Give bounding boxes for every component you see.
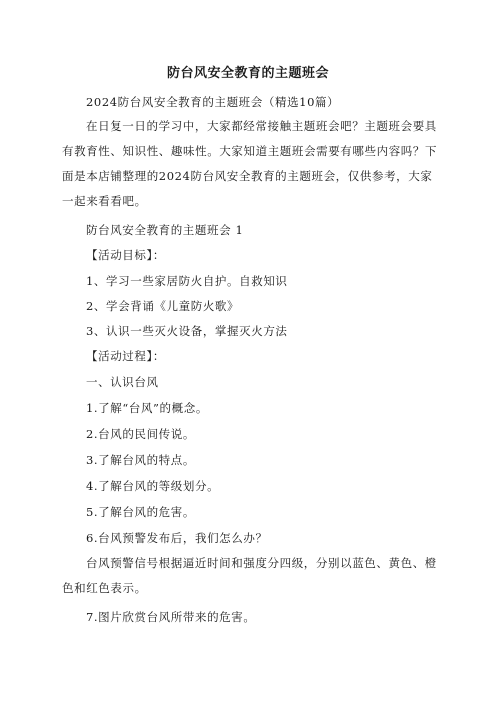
document-subtitle: 2024防台风安全教育的主题班会（精选10篇） <box>86 95 340 109</box>
step-item-2: 2.台风的民间传说。 <box>86 427 195 441</box>
process-label: 【活动过程】： <box>86 349 165 363</box>
document-title: 防台风安全教育的主题班会 <box>166 66 329 81</box>
step-item-4: 4.了解台风的等级划分。 <box>86 479 220 493</box>
step-item-3: 3.了解台风的特点。 <box>86 453 195 467</box>
goal-label: 【活动目标】： <box>86 248 165 262</box>
step-item-7: 7.图片欣赏台风所带来的危害。 <box>86 610 256 624</box>
goal-item-1: 1、学习一些家居防火自护。自救知识 <box>86 274 288 288</box>
section-heading: 防台风安全教育的主题班会 1 <box>86 223 244 237</box>
step-item-1: 1.了解“台风”的概念。 <box>86 401 208 415</box>
goal-item-2: 2、学会背诵《儿童防火歌》 <box>86 299 240 313</box>
part-one-heading: 一、认识台风 <box>86 375 159 389</box>
goal-item-3: 3、认识一些灭火设备，掌握灭火方法 <box>86 324 288 338</box>
step-item-6: 6.台风预警发布后，我们怎么办？ <box>86 531 268 545</box>
step-item-5: 5.了解台风的危害。 <box>86 505 195 519</box>
warning-paragraph: 台风预警信号根据逼近时间和强度分四级，分别以蓝色、黄色、橙色和红色表示。 <box>62 556 437 595</box>
intro-paragraph: 在日复一日的学习中，大家都经常接触主题班会吧？主题班会要具有教育性、知识性、趣味性。大家知道主题班会需要有哪些内容吗？下面是本店铺整理的2024防台风安全教育的主题班会，仅供参考，大家一起来看看吧。 <box>62 119 438 208</box>
